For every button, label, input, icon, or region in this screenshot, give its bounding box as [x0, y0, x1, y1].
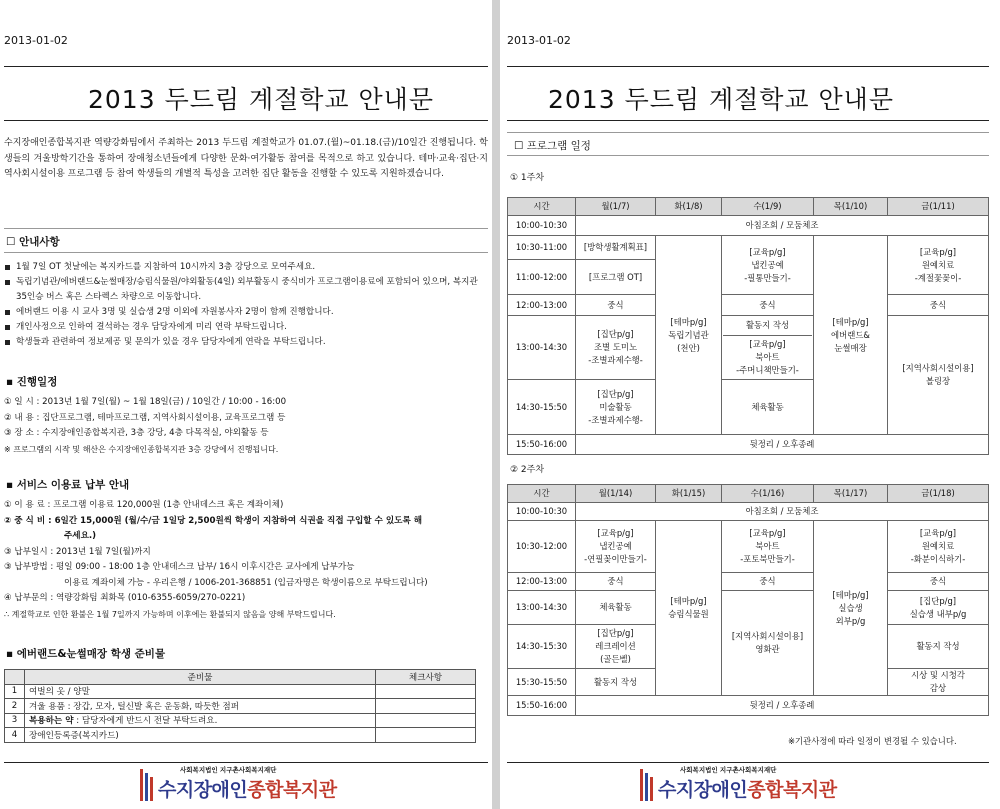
schedule-cell: 뒷정리 / 오후종례 [576, 696, 989, 716]
schedule-cell: 활동지 작성 [888, 625, 989, 669]
prep-item: 여벌의 옷 / 양말 [25, 684, 376, 699]
table-header-cell: 월(1/14) [576, 485, 656, 503]
schedule-heading: ▪ 진행일정 [6, 376, 58, 388]
divider [4, 228, 488, 229]
schedule-cell: [테마p/g] 승림식물원 [656, 521, 722, 696]
guide-item: 1월 7일 OT 첫날에는 복지카드를 지참하여 10시까지 3층 강당으로 모여주세요. [4, 260, 488, 275]
fee-note: ∴ 계절학교로 인한 환불은 1월 7일까지 가능하며 이후에는 환불되지 않음을 양해 부탁드립니다. [4, 609, 336, 619]
prep-heading: ▪ 에버랜드&눈썰매장 학생 준비물 [6, 648, 166, 660]
logo-subtitle: 사회복지법인 지구촌사회복지재단 [680, 766, 777, 774]
time-cell: 14:30-15:50 [508, 380, 576, 435]
table-row [5, 728, 476, 743]
table-row [508, 591, 989, 625]
schedule-cell: 중식 [888, 295, 989, 316]
week1-label: ① 1주차 [510, 173, 545, 183]
schedule-cell: 중식 [576, 573, 656, 591]
week2-schedule-table [507, 484, 989, 716]
fee-line: 이용료 계좌이체 가능 - 우리은행 / 1006-201-368851 (입금자명은 학생이름으로 부탁드립니다) [64, 577, 428, 588]
schedule-cell: [지역사회시설이용] 볼링장 [888, 316, 989, 435]
schedule-cell: [교육p/g] 원예치료 -계절꽃꽂이- [888, 236, 989, 295]
schedule-info-item: ② 내 용 : 집단프로그램, 테마프로그램, 지역사회시설이용, 교육프로그램 등 [4, 412, 286, 423]
program-heading: ☐ 프로그램 일정 [514, 140, 591, 152]
fee-line: ① 이 용 료 : 프로그램 이용료 120,000원 (1층 안내데스크 혹은 계좌이체) [4, 500, 284, 510]
schedule-note: ※ 프로그램의 시작 및 해산은 수지장애인종합복지관 3층 강당에서 진행됩니다. [4, 444, 279, 454]
table-row [508, 435, 989, 455]
time-cell: 10:30-12:00 [508, 521, 576, 573]
schedule-cell: 체육활동 [576, 591, 656, 625]
schedule-cell: [지역사회시설이용] 영화관 [722, 591, 814, 696]
time-cell: 14:30-15:30 [508, 625, 576, 669]
time-cell: 10:00-10:30 [508, 503, 576, 521]
table-header-cell: 시간 [508, 198, 576, 216]
schedule-cell: [집단p/g] 조별 도미노 -조별과제수행- [576, 316, 656, 380]
guide-heading: ☐ 안내사항 [6, 236, 60, 248]
page-title: 2013 두드림 계절학교 안내문 [88, 85, 434, 114]
table-header-cell: 화(1/15) [656, 485, 722, 503]
schedule-cell: [테마p/g] 실습생 외부p/g [814, 521, 888, 696]
schedule-cell: [집단p/g] 실습생 내부p/g [888, 591, 989, 625]
table-header-cell: 목(1/10) [814, 198, 888, 216]
table-row [5, 684, 476, 699]
guide-item: 개인사정으로 인하여 결석하는 경우 담당자에게 미리 연락 부탁드립니다. [4, 320, 488, 335]
schedule-cell: 중식 [722, 295, 814, 316]
schedule-cell: 아침조회 / 모둠체조 [576, 503, 989, 521]
divider [507, 155, 989, 156]
divider [507, 762, 989, 763]
table-header-row [508, 198, 989, 216]
schedule-cell: [집단p/g] 레크레이션 (골든벨) [576, 625, 656, 669]
schedule-cell: [교육p/g] 원예치료 -화분이식하기- [888, 521, 989, 573]
table-header-cell: 준비물 [25, 670, 376, 685]
prep-item: 복용하는 약 : 담당자에게 반드시 전달 부탁드려요. [25, 713, 376, 728]
schedule-info-list [4, 395, 286, 457]
schedule-cell: 활동지 작성 [576, 669, 656, 696]
fee-line: 주세요.) [64, 531, 97, 541]
week2-label: ② 2주차 [510, 465, 545, 475]
schedule-cell: [프로그램 OT] [576, 260, 656, 295]
page-title: 2013 두드림 계절학교 안내문 [548, 85, 894, 114]
guide-list [4, 260, 488, 350]
table-row [508, 236, 989, 260]
schedule-cell: [테마p/g] 독립기념관 (천안) [656, 236, 722, 435]
logo-mark-icon [640, 769, 654, 801]
week1-schedule-table [507, 197, 989, 455]
row-number: 4 [5, 728, 25, 743]
table-header-cell: 월(1/7) [576, 198, 656, 216]
guide-item: 학생들과 관련하여 정보제공 및 문의가 있을 경우 담당자에게 연락을 부탁드립니다. [4, 335, 488, 350]
schedule-cell: 뒷정리 / 오후종례 [576, 435, 989, 455]
table-header-cell: 금(1/18) [888, 485, 989, 503]
logo-subtitle: 사회복지법인 지구촌사회복지재단 [180, 766, 277, 774]
schedule-cell: 활동지 작성 [교육p/g] 북아트 -주머니책만들기- [722, 316, 814, 380]
schedule-cell: 아침조회 / 모둠체조 [576, 216, 989, 236]
table-header-row [508, 485, 989, 503]
table-header-cell: 수(1/9) [722, 198, 814, 216]
table-header-cell: 수(1/16) [722, 485, 814, 503]
divider [4, 66, 488, 67]
schedule-cell: 중식 [576, 295, 656, 316]
schedule-info-item: ③ 장 소 : 수지장애인종합복지관, 3층 강당, 4층 다목적실, 야외활동 등 [4, 428, 269, 438]
check-cell[interactable] [376, 699, 476, 714]
table-header-cell: 금(1/11) [888, 198, 989, 216]
time-cell: 13:00-14:30 [508, 591, 576, 625]
schedule-cell: [교육p/g] 냅킨공예 -연필꽂이만들기- [576, 521, 656, 573]
schedule-cell: 중식 [722, 573, 814, 591]
time-cell: 12:00-13:00 [508, 295, 576, 316]
fee-heading: ▪ 서비스 이용료 납부 안내 [6, 479, 130, 491]
schedule-cell: [교육p/g] 냅킨공예 -필통만들기- [722, 236, 814, 295]
row-number: 3 [5, 713, 25, 728]
table-row [508, 503, 989, 521]
schedule-cell: 중식 [888, 573, 989, 591]
fee-list [4, 498, 428, 622]
logo-name: 수지장애인종합복지관 [658, 779, 837, 801]
schedule-cell: [테마p/g] 에버랜드& 눈썰매장 [814, 236, 888, 435]
schedule-cell: 체육활동 [722, 380, 814, 435]
row-number: 1 [5, 684, 25, 699]
logo-mark-icon [140, 769, 154, 801]
fee-line: ④ 납부문의 : 역량강화팀 최화목 (010-6355-6059/270-0221) [4, 593, 246, 603]
table-row [508, 573, 989, 591]
time-cell: 11:00-12:00 [508, 260, 576, 295]
time-cell: 13:00-14:30 [508, 316, 576, 380]
divider [4, 252, 488, 253]
schedule-cell: 시상 및 시청각 감상 [888, 669, 989, 696]
fee-line: ③ 납부일시 : 2013년 1월 7일(월)까지 [4, 546, 151, 557]
table-row [508, 696, 989, 716]
guide-item: 에버랜드 이용 시 교사 3명 및 실습생 2명 이외에 자원봉사자 2명이 함께 진행합니다. [4, 305, 488, 320]
prep-table [4, 669, 476, 743]
table-row [508, 216, 989, 236]
divider [507, 66, 989, 67]
check-cell[interactable] [376, 713, 476, 728]
divider [507, 132, 989, 133]
time-cell: 15:30-15:50 [508, 669, 576, 696]
intro-paragraph: 수지장애인종합복지관 역량강화팀에서 주최하는 2013 두드림 계절학교가 01.07.(월)~01.18.(금)/10일간 진행됩니다. 학생들의 겨울방학기간을 통하여 장애청소년들에게 다양한 문화·여가활동 참여를 목적으로 하고 있습니다. 테마·교육·집단·지역사회시설이용 프로그램 등 참여 학생들의 개별적 특성을 고려한 집단 활동을 진행할 수 있도록 지원하겠습니다. [4, 138, 488, 179]
fee-line: ③ 납부방법 : 평일 09:00 - 18:00 1층 안내데스크 납부/ 16시 이후시간은 교사에게 납부가능 [4, 562, 355, 572]
divider [4, 762, 488, 763]
time-cell: 12:00-13:00 [508, 573, 576, 591]
time-cell: 15:50-16:00 [508, 435, 576, 455]
time-cell: 15:50-16:00 [508, 696, 576, 716]
table-header-cell: 화(1/8) [656, 198, 722, 216]
logo-name: 수지장애인종합복지관 [158, 779, 337, 801]
time-cell: 10:30-11:00 [508, 236, 576, 260]
guide-item: 독립기념관/에버랜드&눈썰매장/승림식물원/야외활동(4일) 외부활동시 중식비가 프로그램이용료에 포함되어 있으며, 복지관 35인승 버스 혹은 스타렉스 차량으로 이동합니다. [4, 275, 488, 305]
fee-line: ② 중 식 비 : 6일간 15,000원 (월/수/금 1일당 2,500원씩 학생이 지참하여 식권을 직접 구입할 수 있도록 해 [4, 515, 423, 526]
divider [4, 120, 488, 121]
table-header-cell [5, 670, 25, 685]
divider [507, 120, 989, 121]
table-header-row [5, 670, 476, 685]
date: 2013-01-02 [507, 34, 571, 47]
org-logo [640, 765, 880, 805]
prep-item: 겨울 용품 : 장갑, 모자, 털신발 혹은 운동화, 따듯한 점퍼 [25, 699, 376, 714]
row-number: 2 [5, 699, 25, 714]
check-cell[interactable] [376, 728, 476, 743]
check-cell[interactable] [376, 684, 476, 699]
date: 2013-01-02 [4, 34, 68, 47]
schedule-info-item: ① 일 시 : 2013년 1월 7일(월) ~ 1월 18일(금) / 10일간 / 10:00 - 16:00 [4, 397, 287, 407]
table-header-cell: 체크사항 [376, 670, 476, 685]
schedule-cell: [방학생활계획표] [576, 236, 656, 260]
table-row [508, 295, 989, 316]
table-row [5, 713, 476, 728]
schedule-cell: [교육p/g] 북아트 -포토북만들기- [722, 521, 814, 573]
prep-item: 장애인등록증(복지카드) [25, 728, 376, 743]
org-logo [140, 765, 380, 805]
table-header-cell: 목(1/17) [814, 485, 888, 503]
table-row [5, 699, 476, 714]
footnote: ※기관사정에 따라 일정이 변경될 수 있습니다. [788, 736, 957, 746]
time-cell: 10:00-10:30 [508, 216, 576, 236]
table-header-cell: 시간 [508, 485, 576, 503]
page-gutter [492, 0, 500, 809]
table-row [508, 316, 989, 380]
schedule-cell: [집단p/g] 미술활동 -조별과제수행- [576, 380, 656, 435]
table-row [508, 521, 989, 573]
left-page [0, 0, 492, 809]
